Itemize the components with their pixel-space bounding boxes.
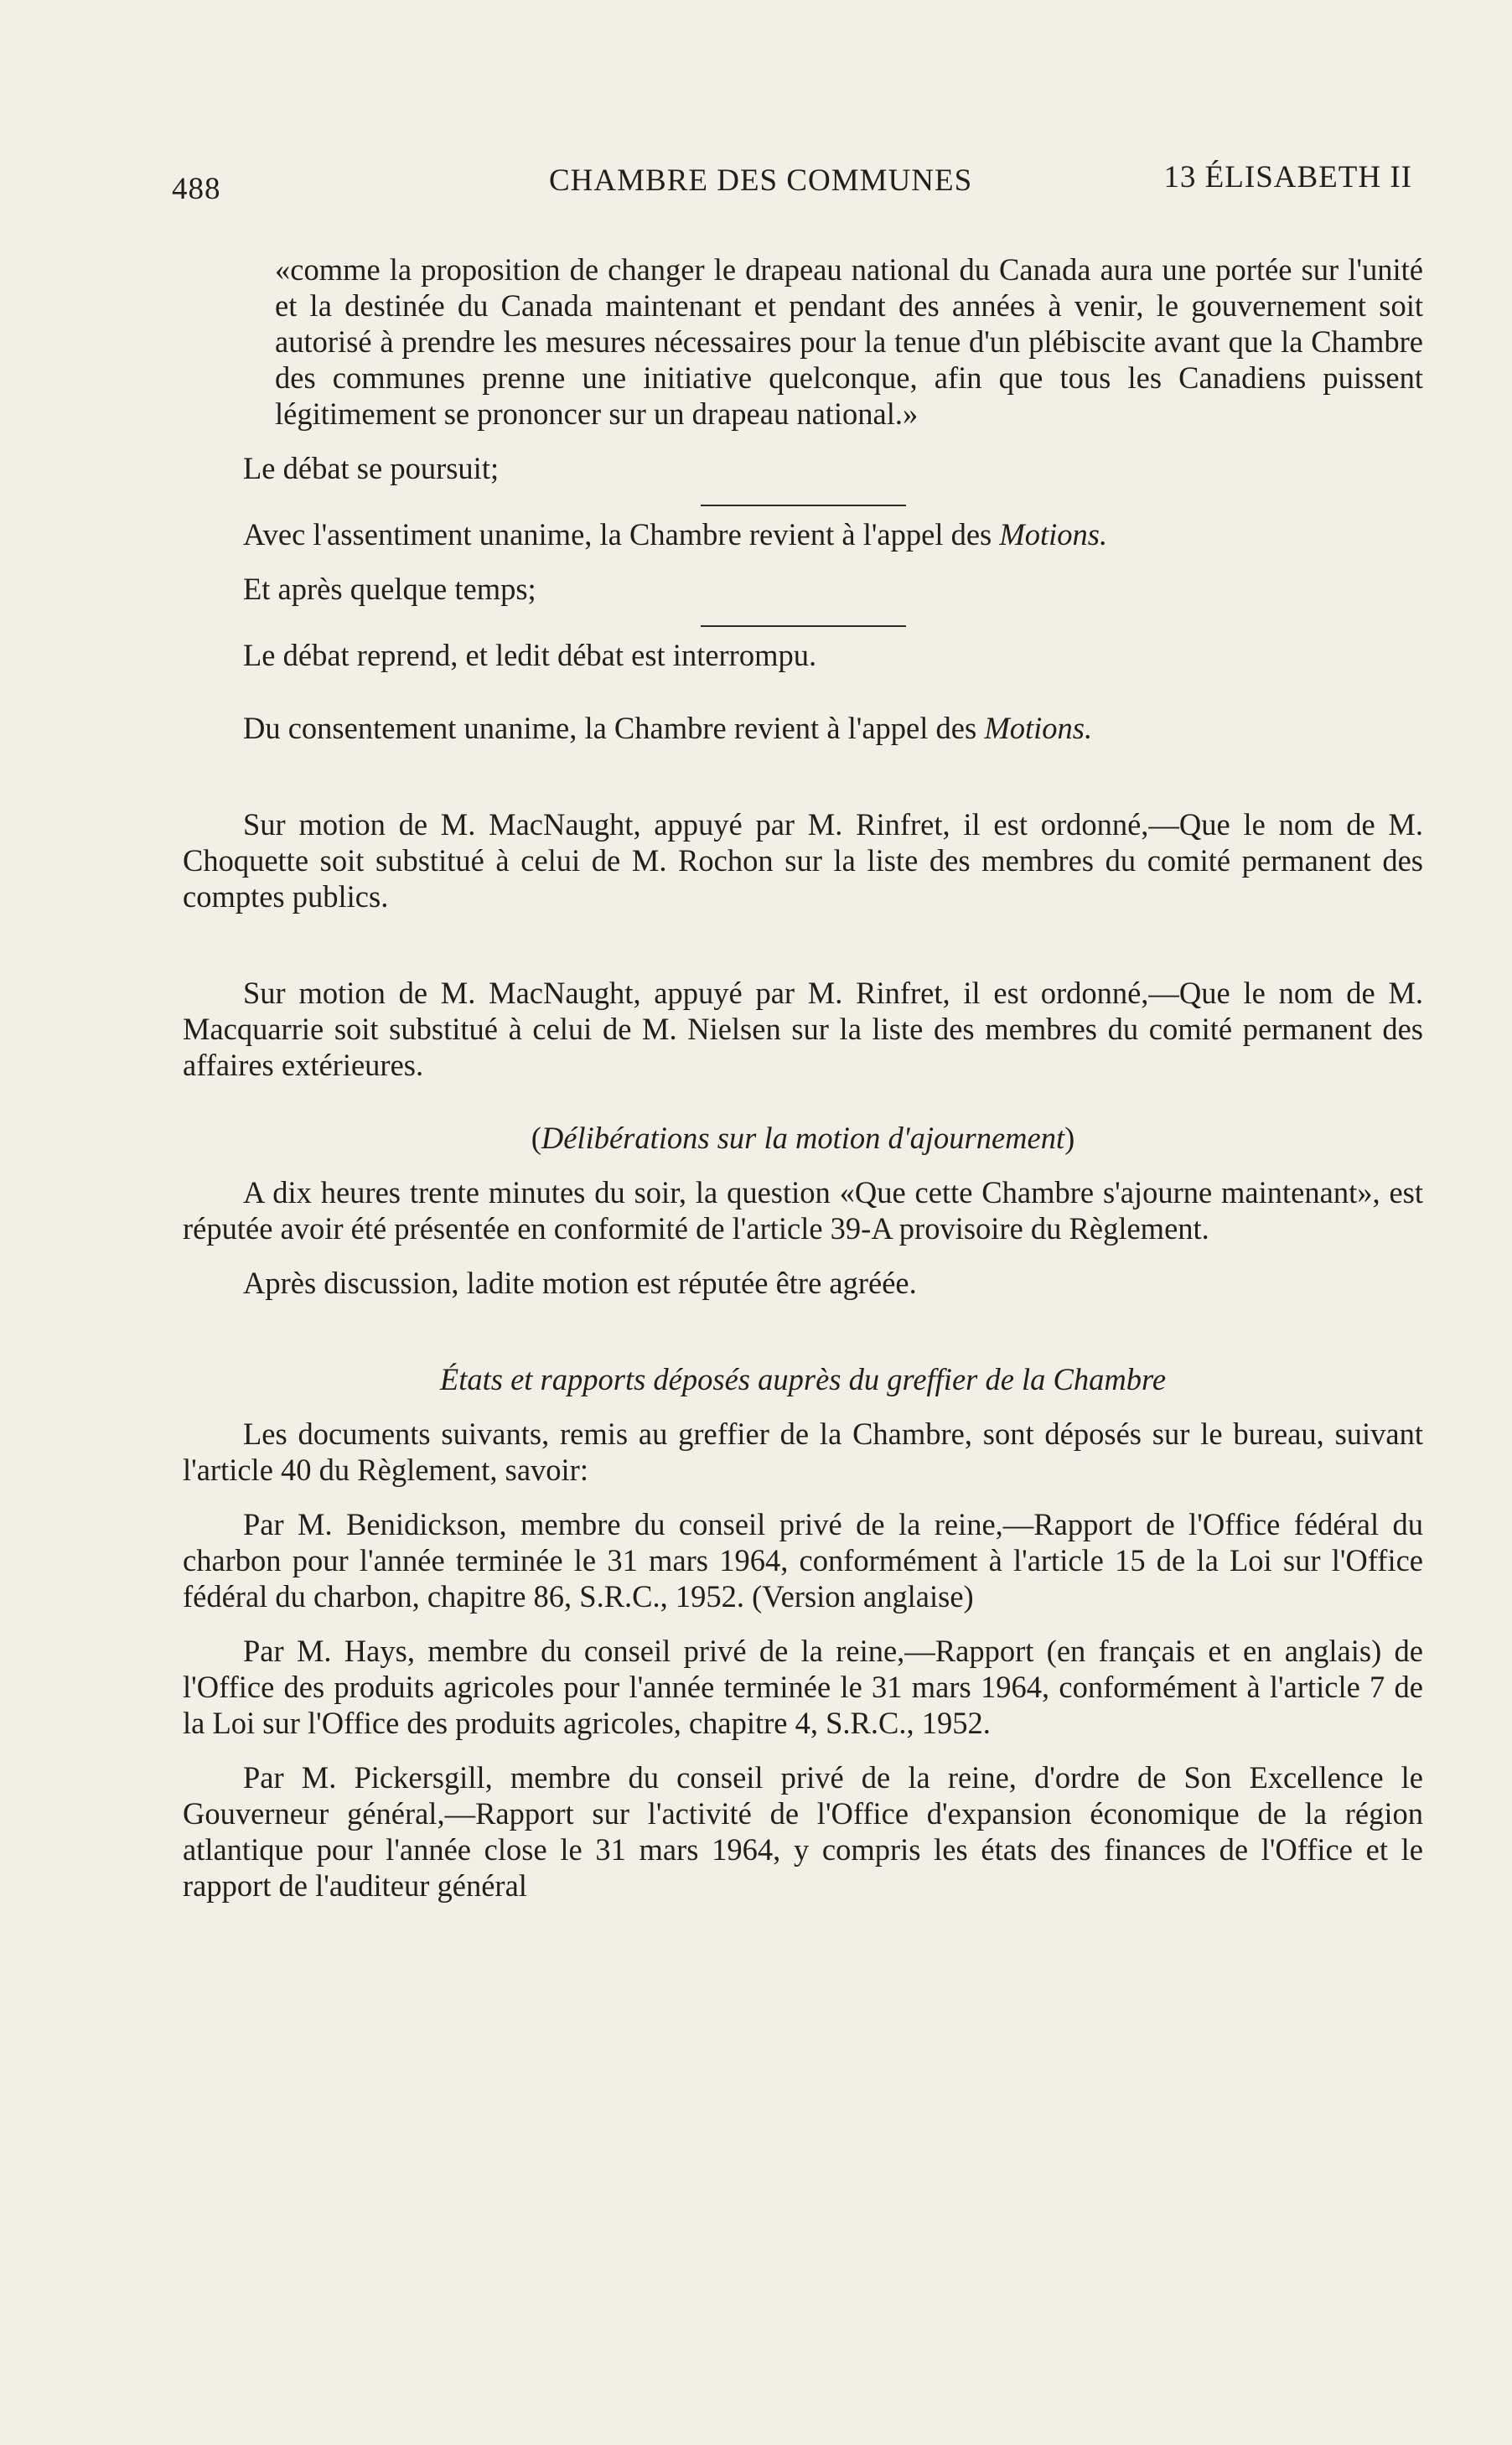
page-body (183, 251, 1423, 1904)
revert-2-italic: Motions. (984, 711, 1093, 745)
page-number: 488 (172, 172, 221, 206)
revert-1-text: Avec l'assentiment unanime, la Chambre revient à l'appel des (243, 517, 992, 552)
report-pickersgill: Par M. Pickersgill, membre du conseil privé de la reine, d'ordre de Son Excellence le Gouverneur général,—Rapport sur l'activité de l'Office d'expansion économique de la région atlantique pour l'année close le 31 mars 1964, y compris les états des finances de l'Office et le rapport de l'auditeur général (183, 1760, 1423, 1903)
revert-1-italic: Motions. (999, 517, 1108, 552)
adjournment-heading-close: ) (1064, 1121, 1075, 1155)
adjournment-heading-open: ( (531, 1121, 541, 1155)
motion-choquette: Sur motion de M. MacNaught, appuyé par M. Rinfret, il est ordonné,—Que le nom de M. Choquette soit substitué à celui de M. Rochon sur la liste des membres du comité permanent des comptes publics. (183, 807, 1423, 914)
page-header (172, 159, 1412, 210)
debate-continues: Le débat se poursuit; (243, 451, 500, 485)
running-title: CHAMBRE DES COMMUNES (549, 163, 973, 198)
adjournment-heading (183, 1120, 1423, 1156)
after-some-time: Et après quelque temps; (243, 572, 536, 606)
quoted-amendment: «comme la proposition de changer le drapeau national du Canada aura une portée sur l'unité et la destinée du Canada maintenant et pendant des années à venir, le gouvernement soit autorisé à prendre les mesures nécessaires pour la tenue d'un plébiscite avant que la Chambre des communes prenne une initiative quelconque, afin que tous les Canadiens puissent légitimement se prononcer sur un drapeau national.» (275, 252, 1423, 431)
report-benidickson: Par M. Benidickson, membre du conseil privé de la reine,—Rapport de l'Office fédéral du charbon pour l'année terminée le 31 mars 1964, conformément à l'article 15 de la Loi sur l'Office fédéral du charbon, chapitre 86, S.R.C., 1952. (Version anglaise) (183, 1507, 1423, 1614)
report-hays: Par M. Hays, membre du conseil privé de la reine,—Rapport (en français et en anglais) de l'Office des produits agricoles pour l'année terminée le 31 mars 1964, conformément à l'article 7 de la Loi sur l'Office des produits agricoles, chapitre 4, S.R.C., 1952. (183, 1634, 1423, 1740)
debate-resumes: Le débat reprend, et ledit débat est interrompu. (243, 638, 817, 672)
revert-to-motions-1 (183, 516, 1423, 552)
divider-rule (701, 625, 906, 627)
divider-rule (701, 505, 906, 506)
adjournment-paragraph: A dix heures trente minutes du soir, la question «Que cette Chambre s'ajourne maintenant», est réputée avoir été présentée en conformité de l'article 39-A provisoire du Règlement. (183, 1175, 1423, 1246)
regnal-year: 13 ÉLISABETH II (1163, 160, 1412, 194)
adjournment-heading-text: Délibérations sur la motion d'ajournement (541, 1121, 1065, 1155)
motion-macquarrie: Sur motion de M. MacNaught, appuyé par M. Rinfret, il est ordonné,—Que le nom de M. Macquarrie soit substitué à celui de M. Nielsen sur la liste des membres du comité permanent des affaires extérieures. (183, 976, 1423, 1082)
revert-2-text: Du consentement unanime, la Chambre revient à l'appel des (243, 711, 977, 745)
reports-heading: États et rapports déposés auprès du greffier de la Chambre (439, 1362, 1167, 1396)
revert-to-motions-2 (183, 710, 1423, 746)
reports-intro: Les documents suivants, remis au greffier de la Chambre, sont déposés sur le bureau, suivant l'article 40 du Règlement, savoir: (183, 1417, 1423, 1487)
adjournment-agreed: Après discussion, ladite motion est réputée être agréée. (243, 1266, 917, 1300)
